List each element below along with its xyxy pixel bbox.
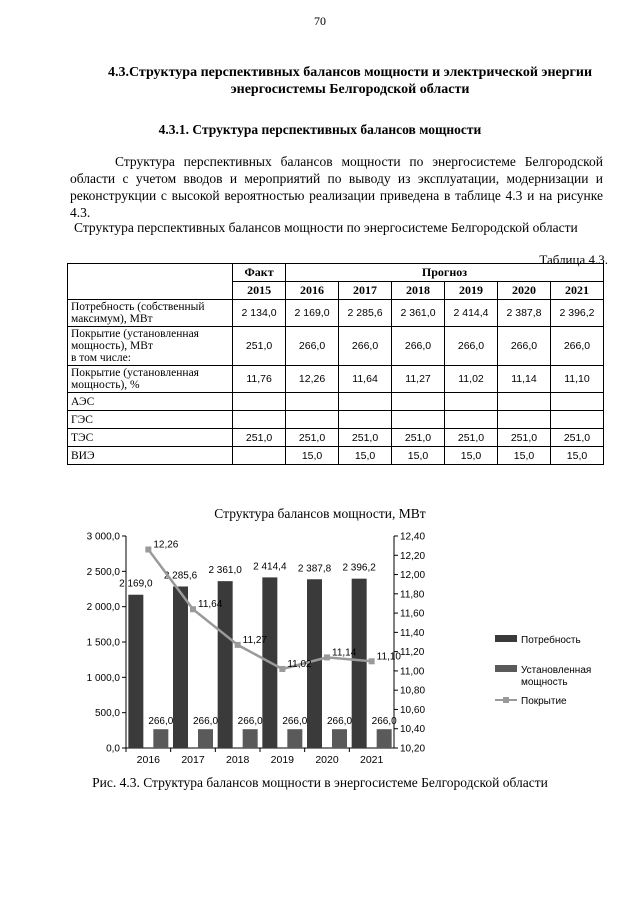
header-fact: Факт	[233, 264, 286, 282]
y-tick-label-left: 2 500,0	[86, 566, 120, 578]
legend-label-coverage: Покрытие	[521, 696, 567, 707]
demand-data-label: 2 414,4	[253, 561, 287, 573]
table-row	[68, 411, 604, 429]
table-cell: 266,0	[286, 327, 339, 366]
row-label-text: Покрытие (установленная мощность), %	[71, 367, 199, 391]
table-cell	[233, 411, 286, 429]
capacity-bar	[243, 729, 258, 748]
demand-data-label: 2 169,0	[119, 578, 153, 590]
table-cell	[286, 411, 339, 429]
table-cell: 11,02	[445, 366, 498, 393]
table-cell: 266,0	[445, 327, 498, 366]
table-cell: 251,0	[550, 429, 603, 447]
table-cell	[392, 411, 445, 429]
legend-marker-coverage	[503, 697, 509, 703]
row-label-text: АЭС	[71, 395, 95, 408]
coverage-marker	[279, 666, 285, 672]
x-tick-label: 2017	[181, 754, 205, 766]
table-cell: 15,0	[550, 447, 603, 465]
x-tick-label: 2019	[270, 754, 295, 766]
y-tick-label-right: 10,60	[400, 704, 426, 716]
y-tick-label-right: 12,00	[400, 570, 426, 582]
table-cell: 266,0	[498, 327, 551, 366]
capacity-bar	[287, 729, 302, 748]
table-cell: 251,0	[233, 327, 286, 366]
table-row	[68, 366, 604, 393]
capacity-data-label: 266,0	[148, 716, 174, 728]
table-cell: 251,0	[392, 429, 445, 447]
row-label	[68, 327, 233, 366]
demand-bar	[173, 586, 188, 748]
table-cell	[498, 393, 551, 411]
table-cell: 12,26	[286, 366, 339, 393]
capacity-bar	[332, 729, 347, 748]
coverage-data-label: 11,27	[242, 634, 267, 646]
legend-label-demand: Потребность	[521, 635, 581, 646]
year-cell: 2015	[233, 282, 286, 300]
y-tick-label-left: 1 000,0	[86, 672, 120, 684]
table-cell: 251,0	[233, 429, 286, 447]
row-label	[68, 429, 233, 447]
y-tick-label-right: 11,60	[400, 608, 425, 620]
table-cell	[498, 411, 551, 429]
table-cell	[233, 393, 286, 411]
table-caption: Таблица 4.3.	[539, 252, 608, 267]
demand-bar	[352, 579, 367, 748]
table-cell: 2 169,0	[286, 300, 339, 327]
capacity-data-label: 266,0	[371, 716, 397, 728]
coverage-marker	[369, 658, 375, 664]
table-row	[68, 300, 604, 327]
year-cell: 2016	[286, 282, 339, 300]
table-row	[68, 327, 604, 366]
coverage-marker	[190, 606, 196, 612]
row-label-text: Потребность (собственный максимум), МВт	[71, 301, 205, 325]
year-cell: 2020	[498, 282, 551, 300]
row-label	[68, 393, 233, 411]
x-tick-label: 2018	[225, 754, 250, 766]
balance-chart	[70, 524, 600, 772]
y-tick-label-left: 2 000,0	[86, 602, 120, 614]
row-label	[68, 366, 233, 393]
capacity-bar	[198, 729, 213, 748]
y-tick-label-right: 11,40	[400, 627, 425, 639]
table-cell: 251,0	[498, 429, 551, 447]
table-cell: 11,10	[550, 366, 603, 393]
y-tick-label-right: 11,80	[400, 589, 425, 601]
table-cell	[550, 393, 603, 411]
coverage-data-label: 11,02	[287, 658, 312, 670]
table-cell: 11,27	[392, 366, 445, 393]
table-corner-cell	[68, 264, 233, 300]
y-tick-label-left: 3 000,0	[86, 531, 120, 543]
demand-data-label: 2 387,8	[297, 563, 332, 575]
table-cell: 11,76	[233, 366, 286, 393]
row-label-text: ТЭС	[71, 431, 94, 444]
row-label-text: Покрытие (установленная мощность), МВт	[71, 328, 199, 352]
table-cell: 2 387,8	[498, 300, 551, 327]
table-cell	[339, 393, 392, 411]
demand-data-label: 2 361,0	[208, 565, 242, 577]
y-tick-label-right: 11,20	[400, 647, 425, 659]
coverage-data-label: 11,10	[376, 651, 401, 663]
table-cell	[445, 393, 498, 411]
row-sublabel: в том числе:	[71, 352, 131, 364]
coverage-data-label: 11,14	[332, 647, 357, 659]
body-paragraph: Структура перспективных балансов мощности по энергосистеме Белгородской области с учетом вводов и мероприятий по выводу из эксплуатации, модернизации и реконструкции с высокой вероятностью реализации приведена в таблице 4.3 и на рисунке 4.3.	[70, 154, 603, 220]
table-cell: 2 134,0	[233, 300, 286, 327]
y-tick-label-left: 0,0	[106, 743, 120, 755]
year-cell: 2019	[445, 282, 498, 300]
capacity-bar	[153, 729, 168, 748]
table-row	[68, 393, 604, 411]
table-cell	[233, 447, 286, 465]
table-header-row	[68, 264, 604, 282]
table-cell: 251,0	[286, 429, 339, 447]
table-cell	[392, 393, 445, 411]
subsection-heading: 4.3.1. Структура перспективных балансов мощности	[158, 122, 482, 137]
coverage-marker	[145, 546, 151, 552]
table-cell: 266,0	[392, 327, 445, 366]
table-cell: 15,0	[339, 447, 392, 465]
table-cell: 2 361,0	[392, 300, 445, 327]
y-tick-label-right: 10,40	[400, 724, 426, 736]
demand-data-label: 2 285,6	[163, 570, 198, 582]
year-cell: 2017	[339, 282, 392, 300]
page-number: 70	[314, 14, 326, 28]
table-cell: 15,0	[286, 447, 339, 465]
demand-data-label: 2 396,2	[342, 562, 376, 574]
demand-bar	[128, 595, 143, 748]
year-cell: 2018	[392, 282, 445, 300]
capacity-data-label: 266,0	[282, 716, 308, 728]
y-tick-label-right: 10,20	[400, 743, 426, 755]
row-label	[68, 447, 233, 465]
table-cell: 15,0	[445, 447, 498, 465]
y-tick-label-right: 12,20	[400, 550, 426, 562]
table-cell	[445, 411, 498, 429]
y-tick-label-right: 10,80	[400, 685, 426, 697]
row-label	[68, 411, 233, 429]
y-tick-label-left: 1 500,0	[86, 637, 120, 649]
capacity-data-label: 266,0	[192, 716, 219, 728]
coverage-data-label: 12,26	[153, 539, 179, 551]
coverage-data-label: 11,64	[198, 599, 223, 611]
legend-swatch-capacity	[495, 665, 517, 672]
section-heading: 4.3.Структура перспективных балансов мощности и электрической энергии энергосистемы Белгородской области	[107, 65, 593, 97]
row-label-text: ВИЭ	[71, 449, 95, 462]
figure-caption: Рис. 4.3. Структура балансов мощности в энергосистеме Белгородской области	[92, 775, 548, 790]
table-cell: 15,0	[392, 447, 445, 465]
table-cell: 251,0	[339, 429, 392, 447]
row-label	[68, 300, 233, 327]
table-cell	[550, 411, 603, 429]
header-forecast: Прогноз	[286, 264, 604, 282]
coverage-marker	[235, 642, 241, 648]
table-cell: 11,14	[498, 366, 551, 393]
capacity-data-label: 266,0	[326, 716, 353, 728]
y-tick-label-right: 11,00	[400, 666, 425, 678]
table-cell: 266,0	[550, 327, 603, 366]
table-cell: 11,64	[339, 366, 392, 393]
legend-swatch-demand	[495, 635, 517, 642]
table-row	[68, 447, 604, 465]
y-tick-label-left: 500,0	[94, 708, 120, 720]
table-cell: 2 414,4	[445, 300, 498, 327]
x-tick-label: 2016	[136, 754, 161, 766]
table-cell: 2 285,6	[339, 300, 392, 327]
table-cell	[339, 411, 392, 429]
coverage-marker	[324, 654, 330, 660]
row-label-text: ГЭС	[71, 413, 93, 426]
table-cell: 266,0	[339, 327, 392, 366]
table-cell: 15,0	[498, 447, 551, 465]
table-cell	[286, 393, 339, 411]
legend-label-capacity: Установленная мощность	[521, 665, 592, 688]
table-row	[68, 429, 604, 447]
capacity-data-label: 266,0	[237, 716, 263, 728]
x-tick-label: 2020	[315, 754, 339, 766]
capacity-bar	[377, 729, 392, 748]
table-subcaption: Структура перспективных балансов мощности по энергосистеме Белгородской области	[74, 220, 578, 235]
table-cell: 251,0	[445, 429, 498, 447]
table-cell: 2 396,2	[550, 300, 603, 327]
year-cell: 2021	[550, 282, 603, 300]
chart-title: Структура балансов мощности, МВт	[214, 506, 426, 521]
x-tick-label: 2021	[359, 754, 384, 766]
y-tick-label-right: 12,40	[400, 531, 426, 543]
balance-table	[67, 263, 604, 465]
